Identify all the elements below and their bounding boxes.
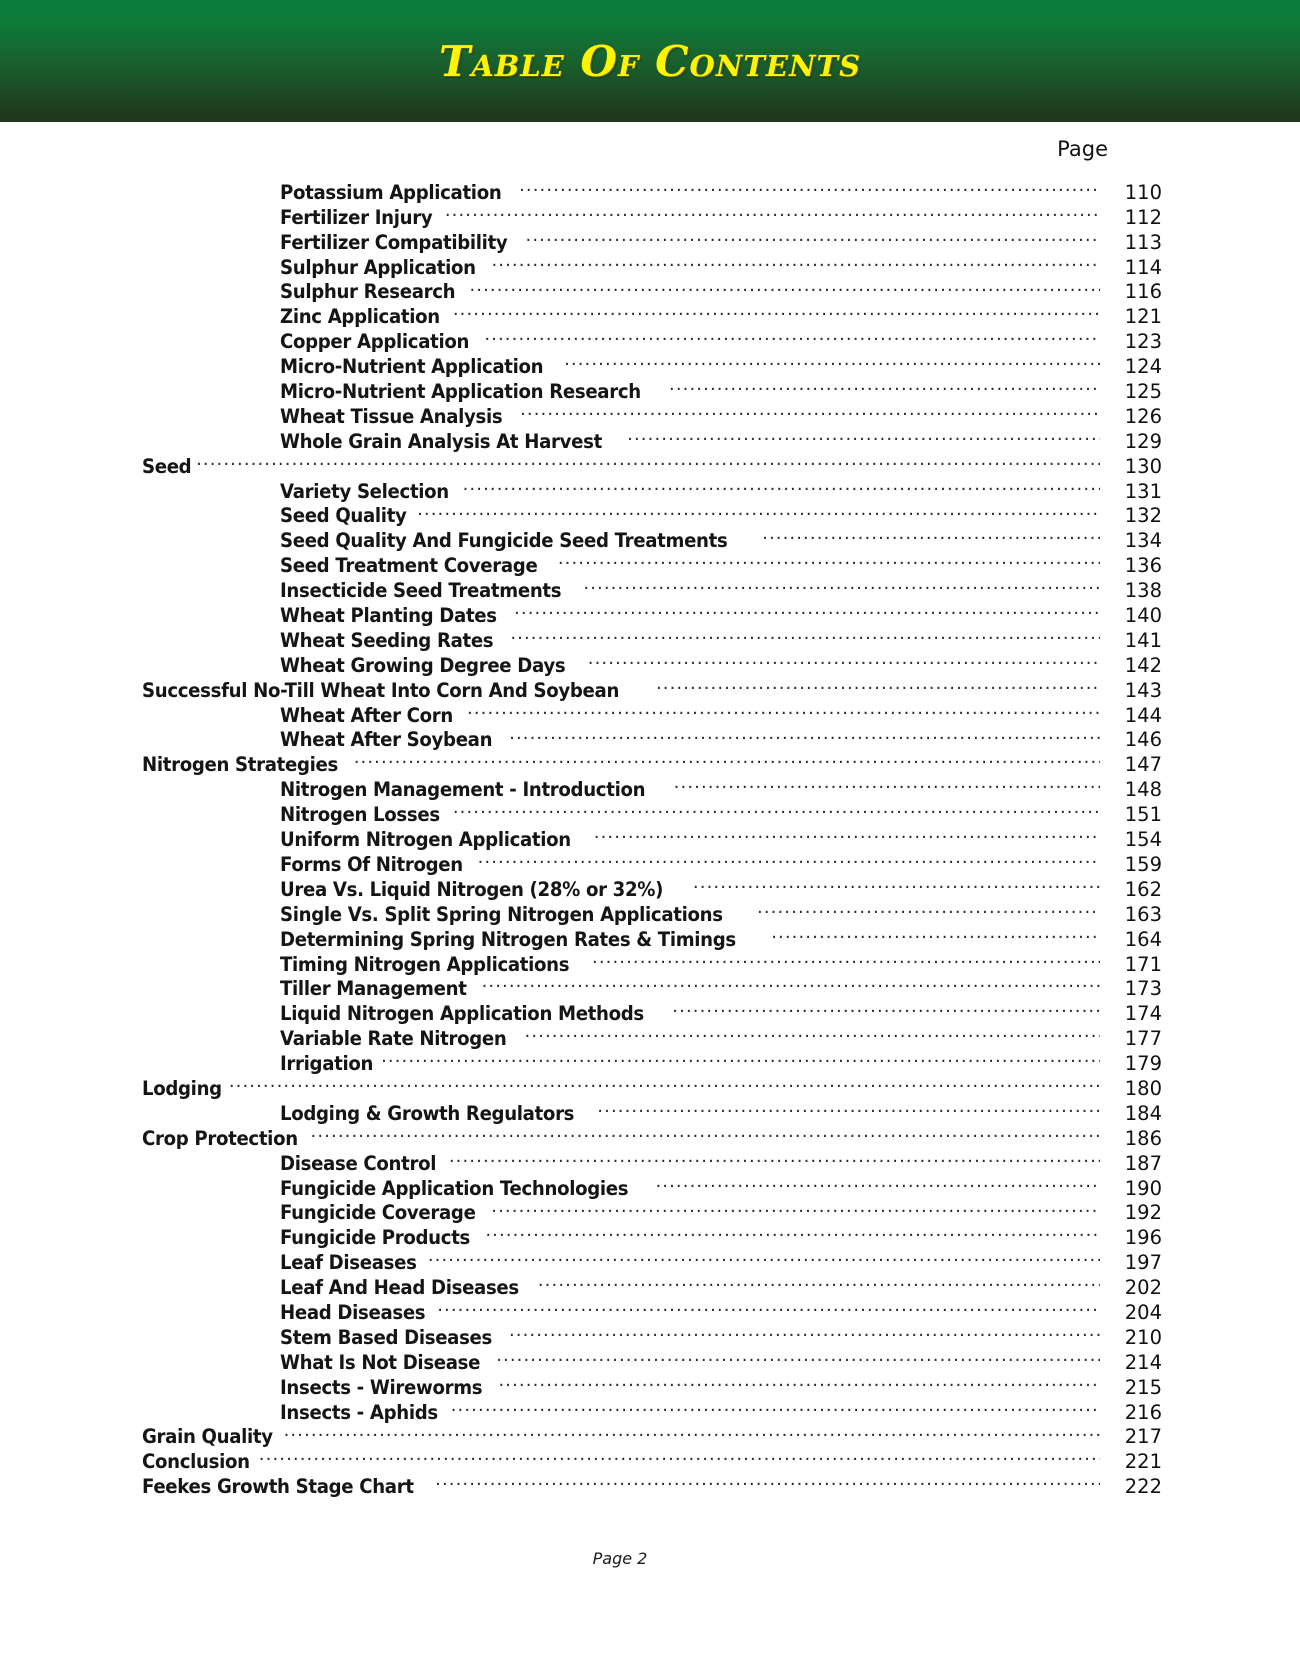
toc-entry-page-number: 173 <box>1124 977 1162 1001</box>
toc-entry-label: Seed Quality And Fungicide Seed Treatments <box>280 529 728 553</box>
toc-leader-dots <box>510 622 1100 647</box>
toc-entry-page-number: 113 <box>1124 230 1162 254</box>
toc-leader-dots <box>519 174 1100 199</box>
toc-entry-page-number: 190 <box>1124 1176 1162 1200</box>
toc-entry-label: Wheat Planting Dates <box>280 604 497 628</box>
toc-entry-page-number: 159 <box>1124 852 1162 876</box>
toc-entry-label: Wheat Growing Degree Days <box>280 653 566 677</box>
toc-entry-label: Nitrogen Losses <box>280 803 440 827</box>
toc-leader-dots <box>478 846 1100 871</box>
toc-entry-page-number: 144 <box>1124 703 1162 727</box>
toc-entry-page-number: 138 <box>1124 579 1162 603</box>
toc-entry-page-number: 126 <box>1124 404 1162 428</box>
toc-entry-label: Seed <box>142 454 192 478</box>
toc-entry-label: Leaf Diseases <box>280 1251 417 1275</box>
toc-entry-list <box>0 174 1300 1499</box>
toc-leader-dots <box>558 547 1100 572</box>
toc-entry-page-number: 197 <box>1124 1251 1162 1275</box>
toc-entry-page-number: 121 <box>1124 305 1162 329</box>
toc-leader-dots <box>354 746 1100 771</box>
toc-leader-dots <box>484 323 1100 348</box>
toc-entry-label: Sulphur Application <box>280 255 476 279</box>
toc-entry-label: Fungicide Coverage <box>280 1201 476 1225</box>
toc-entry-label: Wheat Seeding Rates <box>280 628 494 652</box>
toc-entry-page-number: 187 <box>1124 1151 1162 1175</box>
page-footer: Page 2 <box>592 1549 648 1568</box>
toc-entry-page-number: 142 <box>1124 653 1162 677</box>
toc-leader-dots <box>597 1095 1100 1120</box>
toc-leader-dots <box>674 771 1100 796</box>
toc-entry-label: Fungicide Application Technologies <box>280 1176 629 1200</box>
toc-entry-label: Copper Application <box>280 330 470 354</box>
toc-entry-label: Zinc Application <box>280 305 440 329</box>
toc-entry-label: Fertilizer Injury <box>280 205 433 229</box>
toc-leader-dots <box>417 498 1100 523</box>
toc-entry-label: Uniform Nitrogen Application <box>280 828 571 852</box>
toc-entry-label: Crop Protection <box>142 1126 298 1150</box>
toc-entry-page-number: 123 <box>1124 330 1162 354</box>
toc-leader-dots <box>259 1443 1100 1468</box>
toc-entry-label: Forms Of Nitrogen <box>280 852 463 876</box>
toc-entry-page-number: 110 <box>1124 180 1162 204</box>
toc-leader-dots <box>655 1170 1100 1195</box>
toc-entry-page-number: 180 <box>1124 1076 1162 1100</box>
toc-entry-page-number: 216 <box>1124 1400 1162 1424</box>
toc-leader-dots <box>672 995 1100 1020</box>
toc-leader-dots <box>381 1045 1100 1070</box>
toc-leader-dots <box>284 1419 1100 1444</box>
toc-leader-dots <box>592 946 1100 971</box>
toc-leader-dots <box>762 522 1100 547</box>
toc-leader-dots <box>435 1468 1100 1493</box>
toc-leader-dots <box>538 1269 1100 1294</box>
toc-entry-page-number: 116 <box>1124 280 1162 304</box>
toc-entry-page-number: 154 <box>1124 828 1162 852</box>
toc-entry-label: Liquid Nitrogen Application Methods <box>280 1002 644 1026</box>
toc-entry-page-number: 210 <box>1124 1325 1162 1349</box>
toc-entry-label: Sulphur Research <box>280 280 456 304</box>
toc-entry-page-number: 114 <box>1124 255 1162 279</box>
toc-entry-page-number: 192 <box>1124 1201 1162 1225</box>
toc-entry-page-number: 214 <box>1124 1350 1162 1374</box>
toc-entry-label: Wheat After Soybean <box>280 728 493 752</box>
toc-leader-dots <box>491 1195 1100 1220</box>
toc-leader-dots <box>627 423 1100 448</box>
toc-entry[interactable] <box>0 174 1300 204</box>
toc-leader-dots <box>311 1120 1100 1145</box>
toc-entry-label: Insects - Wireworms <box>280 1375 483 1399</box>
page-title: Table Of Contents <box>438 36 862 86</box>
toc-entry-page-number: 134 <box>1124 529 1162 553</box>
toc-leader-dots <box>451 1394 1100 1419</box>
toc-entry-label: Timing Nitrogen Applications <box>280 952 570 976</box>
toc-entry-label: Fertilizer Compatibility <box>280 230 508 254</box>
toc-leader-dots <box>453 298 1100 323</box>
toc-leader-dots <box>229 1070 1100 1095</box>
toc-entry-label: Single Vs. Split Spring Nitrogen Applications <box>280 902 723 926</box>
toc-entry-page-number: 136 <box>1124 554 1162 578</box>
toc-entry-page-number: 163 <box>1124 902 1162 926</box>
toc-entry-label: Feekes Growth Stage Chart <box>142 1475 414 1499</box>
toc-entry-label: Nitrogen Management - Introduction <box>280 778 646 802</box>
toc-entry-label: Variable Rate Nitrogen <box>280 1027 507 1051</box>
toc-leader-dots <box>485 1219 1100 1244</box>
toc-leader-dots <box>428 1244 1100 1269</box>
toc-leader-dots <box>509 1319 1100 1344</box>
toc-entry-page-number: 222 <box>1124 1475 1162 1499</box>
toc-entry-label: Stem Based Diseases <box>280 1325 492 1349</box>
toc-entry-page-number: 202 <box>1124 1276 1162 1300</box>
toc-leader-dots <box>196 448 1100 473</box>
toc-entry-page-number: 204 <box>1124 1300 1162 1324</box>
toc-entry-page-number: 174 <box>1124 1002 1162 1026</box>
toc-entry-page-number: 164 <box>1124 927 1162 951</box>
toc-entry-page-number: 196 <box>1124 1226 1162 1250</box>
toc-entry-page-number: 143 <box>1124 678 1162 702</box>
toc-entry-label: Wheat After Corn <box>280 703 454 727</box>
toc-entry-label: Urea Vs. Liquid Nitrogen (28% or 32%) <box>280 877 664 901</box>
toc-leader-dots <box>693 871 1100 896</box>
toc-leader-dots <box>491 249 1100 274</box>
toc-entry-label: Leaf And Head Diseases <box>280 1276 519 1300</box>
toc-entry-page-number: 217 <box>1124 1425 1162 1449</box>
toc-entry-label: Potassium Application <box>280 180 502 204</box>
toc-entry-page-number: 140 <box>1124 604 1162 628</box>
toc-entry-page-number: 221 <box>1124 1450 1162 1474</box>
toc-leader-dots <box>498 1369 1100 1394</box>
toc-leader-dots <box>594 821 1100 846</box>
toc-entry-page-number: 125 <box>1124 380 1162 404</box>
toc-entry-label: Fungicide Products <box>280 1226 471 1250</box>
toc-entry-label: Nitrogen Strategies <box>142 753 338 777</box>
toc-leader-dots <box>514 597 1100 622</box>
toc-entry-page-number: 112 <box>1124 205 1162 229</box>
toc-entry-label: Whole Grain Analysis At Harvest <box>280 429 602 453</box>
toc-entry-label: Disease Control <box>280 1151 437 1175</box>
toc-entry-page-number: 162 <box>1124 877 1162 901</box>
toc-entry-label: Tiller Management <box>280 977 467 1001</box>
toc-entry-page-number: 186 <box>1124 1126 1162 1150</box>
toc-entry-label: Seed Quality <box>280 504 407 528</box>
toc-entry-page-number: 124 <box>1124 355 1162 379</box>
toc-entry-page-number: 215 <box>1124 1375 1162 1399</box>
toc-entry-label: What Is Not Disease <box>280 1350 481 1374</box>
page-column-header: Page <box>1057 137 1108 161</box>
toc-entry-label: Grain Quality <box>142 1425 273 1449</box>
toc-entry-page-number: 131 <box>1124 479 1162 503</box>
toc-leader-dots <box>525 1020 1100 1045</box>
toc-entry-label: Wheat Tissue Analysis <box>280 404 503 428</box>
toc-leader-dots <box>437 1294 1100 1319</box>
toc-leader-dots <box>445 199 1100 224</box>
toc-leader-dots <box>656 672 1100 697</box>
toc-entry-label: Insects - Aphids <box>280 1400 438 1424</box>
toc-leader-dots <box>771 921 1100 946</box>
toc-leader-dots <box>583 572 1100 597</box>
toc-entry-label: Variety Selection <box>280 479 449 503</box>
toc-entry-page-number: 132 <box>1124 504 1162 528</box>
toc-leader-dots <box>496 1344 1100 1369</box>
toc-leader-dots <box>467 697 1100 722</box>
toc-entry-label: Insecticide Seed Treatments <box>280 579 562 603</box>
toc-entry-label: Head Diseases <box>280 1300 426 1324</box>
toc-leader-dots <box>564 348 1100 373</box>
toc-entry-page-number: 151 <box>1124 803 1162 827</box>
toc-entry-label: Conclusion <box>142 1450 250 1474</box>
toc-leader-dots <box>669 373 1100 398</box>
toc-leader-dots <box>526 224 1100 249</box>
toc-entry-page-number: 146 <box>1124 728 1162 752</box>
toc-entry-label: Micro-Nutrient Application <box>280 355 544 379</box>
toc-leader-dots <box>757 896 1100 921</box>
toc-entry-label: Micro-Nutrient Application Research <box>280 380 641 404</box>
toc-entry-page-number: 129 <box>1124 429 1162 453</box>
toc-leader-dots <box>588 647 1100 672</box>
toc-entry-page-number: 177 <box>1124 1027 1162 1051</box>
toc-leader-dots <box>509 722 1100 747</box>
toc-entry-page-number: 171 <box>1124 952 1162 976</box>
toc-entry-label: Seed Treatment Coverage <box>280 554 538 578</box>
toc-entry-page-number: 148 <box>1124 778 1162 802</box>
toc-entry-page-number: 141 <box>1124 628 1162 652</box>
toc-leader-dots <box>482 971 1100 996</box>
toc-entry-label: Irrigation <box>280 1052 374 1076</box>
toc-leader-dots <box>463 473 1100 498</box>
toc-entry-page-number: 147 <box>1124 753 1162 777</box>
toc-entry-label: Lodging <box>142 1076 222 1100</box>
toc-entry-page-number: 130 <box>1124 454 1162 478</box>
toc-leader-dots <box>520 398 1100 423</box>
toc-leader-dots <box>449 1145 1100 1170</box>
toc-entry-label: Determining Spring Nitrogen Rates & Timings <box>280 927 736 951</box>
toc-entry-label: Successful No-Till Wheat Into Corn And Soybean <box>142 678 620 702</box>
toc-entry-label: Lodging & Growth Regulators <box>280 1101 575 1125</box>
toc-entry-page-number: 184 <box>1124 1101 1162 1125</box>
toc-entry-page-number: 179 <box>1124 1052 1162 1076</box>
toc-leader-dots <box>469 274 1100 299</box>
toc-leader-dots <box>453 796 1100 821</box>
page-header-banner <box>0 0 1300 122</box>
